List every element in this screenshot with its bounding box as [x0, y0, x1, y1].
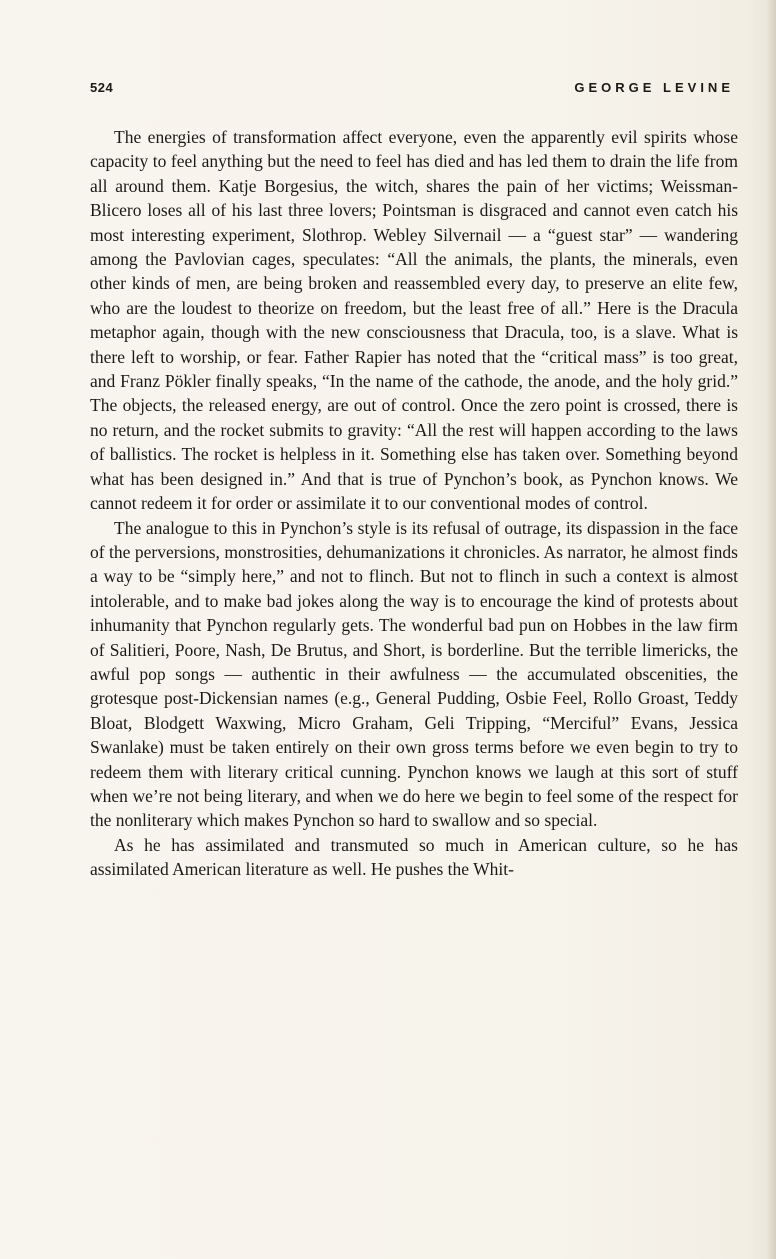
page-number: 524 [90, 80, 114, 95]
paragraph-style-analogue: The analogue to this in Pynchon’s style is its refusal of outrage, its dispassion in the face of the perversions, monstrosities, dehumanizations it chronicles. As narrator, he almost finds a way to be “simply here,” and not to flinch. But not to flinch in such a context is almost intolerable, and to make bad jokes along the way is to encourage the kind of protests about inhumanity that Pynchon regularly gets. The wonderful bad pun on Hobbes in the law firm of Salitieri, Poore, Nash, De Brutus, and Short, is borderline. But the terrible limericks, the awful pop songs — authentic in their awfulness — the accumulated obscenities, the grotesque post-Dickensian names (e.g., General Pudding, Osbie Feel, Rollo Groast, Teddy Bloat, Blodgett Waxwing, Micro Graham, Geli Tripping, “Merciful” Evans, Jessica Swanlake) must be taken entirely on their own gross terms before we even begin to try to redeem them with literary critical cunning. Pynchon knows we laugh at this sort of stuff when we’re not being literary, and when we do here we begin to feel some of the respect for the nonliterary which makes Pynchon so hard to swallow and so special. [90, 517, 738, 831]
body-text [90, 125, 738, 882]
paragraph-american-literature: As he has assimilated and transmuted so much in American culture, so he has assimilated American literature as well. He pushes the Whit- [90, 834, 738, 880]
page-edge-shadow [766, 0, 776, 1259]
running-head-author: GEORGE LEVINE [574, 80, 734, 95]
paragraph-transformation: The energies of transformation affect everyone, even the apparently evil spirits whose capacity to feel anything but the need to feel has died and has led them to drain the life from all around them. Katje Borgesius, the witch, shares the pain of her victims; Weissman-Blicero loses all of his last three lovers; Pointsman is disgraced and cannot even catch his most interesting experiment, Slothrop. Webley Silvernail — a “guest star” — wandering among the Pavlovian cages, speculates: “All the animals, the plants, the minerals, even other kinds of men, are being broken and reassembled every day, to preserve an elite few, who are the loudest to theorize on freedom, but the least free of all.” Here is the Dracula metaphor again, though with the new consciousness that Dracula, too, is a slave. What is there left to worship, or fear. Father Rapier has noted that the “critical mass” is too great, and Franz Pökler finally speaks, “In the name of the cathode, the anode, and the holy grid.” The objects, the released energy, are out of control. Once the zero point is crossed, there is no return, and the rocket submits to gravity: “All the rest will happen according to the laws of ballistics. The rocket is helpless in it. Something else has taken over. Something beyond what has been designed in.” And that is true of Pynchon’s book, as Pynchon knows. We cannot redeem it for order or assimilate it to our conventional modes of control. [90, 127, 738, 514]
page-header [90, 80, 734, 104]
